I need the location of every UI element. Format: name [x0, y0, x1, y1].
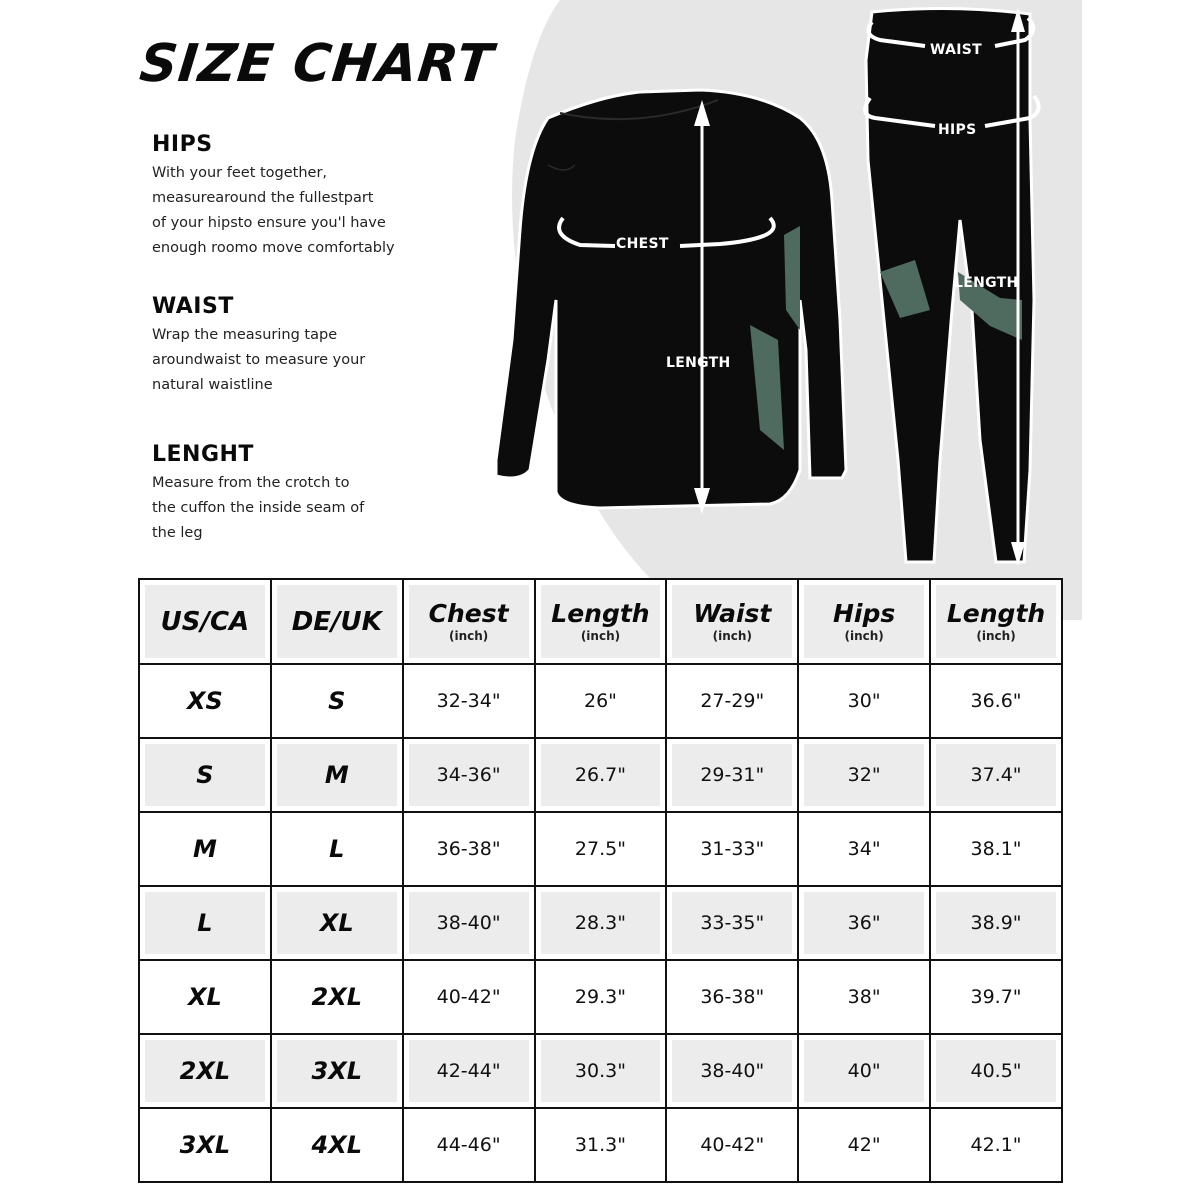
table-row	[139, 886, 1062, 960]
cell-waist	[666, 738, 798, 812]
cell-shirt-length	[535, 812, 667, 886]
cell-hips	[798, 960, 930, 1034]
cell-chest	[403, 738, 535, 812]
cell-shirt-length	[535, 738, 667, 812]
header-hips	[798, 579, 930, 664]
table-row	[139, 960, 1062, 1034]
cell-pants-length	[930, 664, 1062, 738]
cell-value: L	[329, 835, 345, 863]
cell-hips	[798, 1108, 930, 1182]
cell-chest	[403, 1034, 535, 1108]
cell-value: 2XL	[179, 1057, 231, 1085]
cell-value: 31.3"	[574, 1134, 626, 1156]
guide-line: enough roomo move comfortably	[152, 240, 395, 256]
cell-value: 42"	[847, 1134, 881, 1156]
guide-length-heading: LENGHT	[152, 442, 254, 467]
shirt-illustration	[496, 90, 846, 514]
cell-value: 42.1"	[970, 1134, 1022, 1156]
cell-de-uk	[271, 812, 403, 886]
cell-value: 32"	[847, 764, 881, 786]
guide-line: Wrap the measuring tape	[152, 327, 338, 343]
guide-hips-heading: HIPS	[152, 132, 213, 157]
cell-de-uk	[271, 664, 403, 738]
header-pants-length	[930, 579, 1062, 664]
cell-us-ca	[139, 960, 271, 1034]
cell-value: 26"	[583, 690, 617, 712]
cell-shirt-length	[535, 960, 667, 1034]
cell-value: 2XL	[311, 983, 363, 1011]
cell-value: M	[324, 761, 349, 789]
pants-length-label: LENGTH	[954, 275, 1019, 291]
cell-value: 38-40"	[700, 1060, 765, 1082]
shirt-length-label: LENGTH	[666, 355, 731, 371]
cell-de-uk	[271, 960, 403, 1034]
guide-waist	[152, 294, 442, 398]
cell-value: 44-46"	[436, 1134, 501, 1156]
cell-shirt-length	[535, 1034, 667, 1108]
guide-line: Measure from the crotch to	[152, 475, 350, 491]
cell-value: 30.3"	[574, 1060, 626, 1082]
cell-hips	[798, 1034, 930, 1108]
cell-value: S	[196, 761, 214, 789]
pants-hips-label: HIPS	[938, 122, 977, 138]
cell-chest	[403, 960, 535, 1034]
header-label: Length	[551, 598, 650, 628]
cell-value: 34-36"	[436, 764, 501, 786]
header-label: DE/UK	[291, 606, 382, 637]
guide-waist-text	[152, 323, 442, 398]
table-header-row	[139, 579, 1062, 664]
cell-de-uk	[271, 886, 403, 960]
cell-hips	[798, 812, 930, 886]
cell-value: 32-34"	[436, 690, 501, 712]
guide-hips-text	[152, 161, 442, 261]
cell-shirt-length	[535, 886, 667, 960]
cell-value: 42-44"	[436, 1060, 501, 1082]
cell-value: 4XL	[311, 1131, 363, 1159]
shirt-chest-label: CHEST	[616, 236, 669, 252]
table-row	[139, 738, 1062, 812]
header-unit: (inch)	[580, 628, 621, 643]
cell-us-ca	[139, 886, 271, 960]
cell-us-ca	[139, 812, 271, 886]
cell-value: 40"	[847, 1060, 881, 1082]
guide-line: the cuffon the inside seam of	[152, 500, 365, 516]
cell-value: L	[197, 909, 213, 937]
header-label: Hips	[833, 598, 896, 628]
cell-value: 36-38"	[700, 986, 765, 1008]
cell-value: 40-42"	[700, 1134, 765, 1156]
page-title: SIZE CHART	[136, 34, 497, 94]
cell-us-ca	[139, 738, 271, 812]
cell-chest	[403, 664, 535, 738]
cell-us-ca	[139, 1108, 271, 1182]
cell-us-ca	[139, 664, 271, 738]
cell-value: 38-40"	[436, 912, 501, 934]
cell-de-uk	[271, 1108, 403, 1182]
cell-value: 40-42"	[436, 986, 501, 1008]
header-label: Waist	[693, 598, 772, 628]
cell-chest	[403, 886, 535, 960]
cell-de-uk	[271, 1034, 403, 1108]
cell-chest	[403, 1108, 535, 1182]
cell-pants-length	[930, 738, 1062, 812]
guide-line: of your hipsto ensure you'l have	[152, 215, 386, 231]
cell-waist	[666, 1108, 798, 1182]
header-chest	[403, 579, 535, 664]
cell-waist	[666, 812, 798, 886]
cell-value: 3XL	[311, 1057, 363, 1085]
table-row	[139, 1034, 1062, 1108]
guide-line: the leg	[152, 525, 203, 541]
header-unit: (inch)	[844, 628, 884, 643]
cell-value: 37.4"	[970, 764, 1022, 786]
cell-value: 28.3"	[574, 912, 626, 934]
cell-pants-length	[930, 960, 1062, 1034]
cell-waist	[666, 664, 798, 738]
header-label: US/CA	[160, 606, 250, 637]
cell-pants-length	[930, 1108, 1062, 1182]
cell-value: XL	[188, 983, 222, 1011]
cell-value: 3XL	[179, 1131, 231, 1159]
cell-value: 38.9"	[970, 912, 1022, 934]
table-row	[139, 664, 1062, 738]
header-us-ca	[139, 579, 271, 664]
size-table	[138, 578, 1063, 1183]
cell-value: 27.5"	[574, 838, 626, 860]
guide-waist-heading: WAIST	[152, 294, 234, 319]
guide-length-text	[152, 471, 442, 546]
cell-value: S	[328, 687, 346, 715]
cell-pants-length	[930, 1034, 1062, 1108]
cell-hips	[798, 738, 930, 812]
cell-value: 29.3"	[574, 986, 626, 1008]
cell-hips	[798, 886, 930, 960]
cell-pants-length	[930, 812, 1062, 886]
header-label: Length	[946, 598, 1046, 628]
cell-value: 36.6"	[970, 690, 1022, 712]
cell-value: 31-33"	[700, 838, 765, 860]
header-unit: (inch)	[976, 628, 1016, 643]
guide-hips	[152, 132, 442, 261]
cell-waist	[666, 960, 798, 1034]
header-shirt-length	[535, 579, 667, 664]
cell-waist	[666, 886, 798, 960]
header-de-uk	[271, 579, 403, 664]
guide-line: aroundwaist to measure your	[152, 352, 366, 368]
guide-line: measurearound the fullestpart	[152, 190, 374, 206]
pants-waist-label: WAIST	[930, 42, 982, 58]
cell-chest	[403, 812, 535, 886]
cell-us-ca	[139, 1034, 271, 1108]
cell-value: 27-29"	[700, 690, 765, 712]
guide-length	[152, 442, 442, 546]
guide-line: With your feet together,	[152, 165, 328, 181]
cell-value: 36-38"	[436, 838, 501, 860]
cell-value: XS	[187, 687, 223, 715]
cell-waist	[666, 1034, 798, 1108]
header-unit: (inch)	[712, 628, 752, 643]
cell-value: 33-35"	[700, 912, 765, 934]
cell-shirt-length	[535, 1108, 667, 1182]
cell-value: 29-31"	[700, 764, 765, 786]
cell-value: 38"	[847, 986, 881, 1008]
header-unit: (inch)	[448, 628, 489, 643]
guide-line: natural waistline	[152, 377, 273, 393]
cell-value: M	[192, 835, 217, 863]
cell-value: 26.7"	[574, 764, 626, 786]
cell-value: XL	[319, 909, 354, 937]
cell-value: 34"	[847, 838, 881, 860]
table-row	[139, 1108, 1062, 1182]
cell-value: 30"	[847, 690, 881, 712]
cell-pants-length	[930, 886, 1062, 960]
cell-hips	[798, 664, 930, 738]
cell-shirt-length	[535, 664, 667, 738]
cell-value: 38.1"	[970, 838, 1022, 860]
table-row	[139, 812, 1062, 886]
cell-value: 36"	[847, 912, 881, 934]
header-label: Chest	[428, 598, 509, 628]
header-waist	[666, 579, 798, 664]
cell-value: 39.7"	[970, 986, 1022, 1008]
cell-de-uk	[271, 738, 403, 812]
cell-value: 40.5"	[970, 1060, 1022, 1082]
